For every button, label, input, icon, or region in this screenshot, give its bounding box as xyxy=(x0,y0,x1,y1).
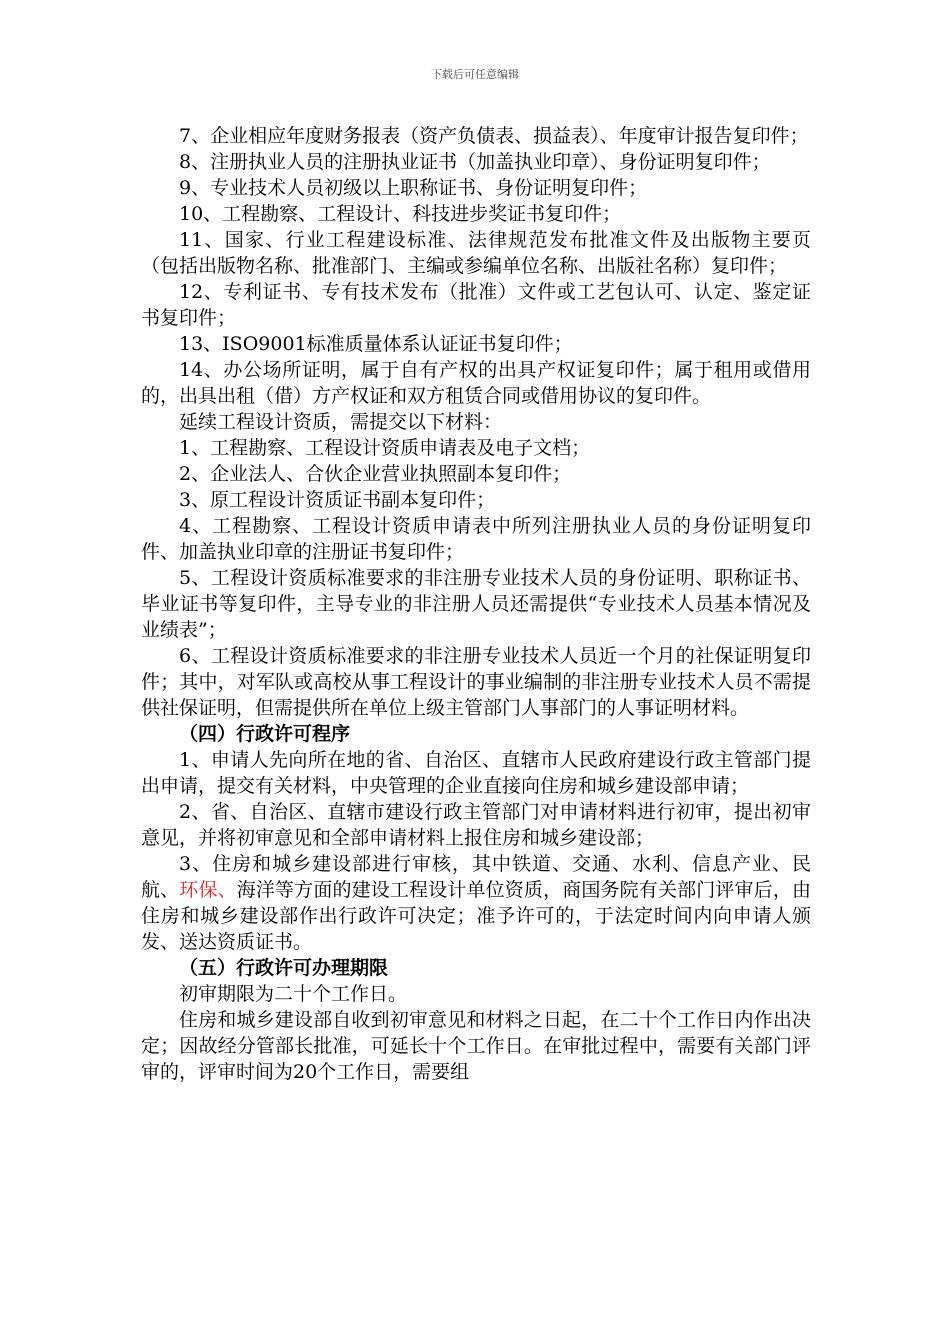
paragraph: 2、企业法人、合伙企业营业执照副本复印件； xyxy=(179,463,572,485)
paragraph: 10、工程勘察、工程设计、科技进步奖证书复印件； xyxy=(179,203,622,225)
paragraph: 7、企业相应年度财务报表（资产负债表、损益表）、年度审计报告复印件； xyxy=(179,125,809,147)
paragraph: 3、原工程设计资质证书副本复印件； xyxy=(179,489,496,511)
paragraph: 住房和城乡建设部自收到初审意见和材料之日起，在二十个工作日内作出决定；因故经分管部长批准，可延长十个工作日。在审批过程中，需要有关部门评审的，评审时间为20个工作日，需要组 xyxy=(141,1009,811,1083)
paragraph: 初审期限为二十个工作日。 xyxy=(179,983,408,1005)
paragraph: 1、申请人先向所在地的省、自治区、直辖市人民政府建设行政主管部门提出申请，提交有关材料，中央管理的企业直接向住房和城乡建设部申请； xyxy=(141,749,811,797)
highlighted-text: 环保、 xyxy=(179,879,237,901)
section-heading-5: （五）行政许可办理期限 xyxy=(179,957,389,979)
document-body xyxy=(141,123,811,1085)
paragraph: 14、办公场所证明，属于自有产权的出具产权证复印件；属于租用或借用的，出具出租（借）方产权证和双方租赁合同或借用协议的复印件。 xyxy=(141,359,811,407)
paragraph: 11、国家、行业工程建设标准、法律规范发布批准文件及出版物主要页（包括出版物名称、批准部门、主编或参编单位名称、出版社名称）复印件； xyxy=(141,229,811,277)
section-heading-4: （四）行政许可程序 xyxy=(179,723,351,745)
text-run: 海洋等方面的建设工程设计单位资质，商国务院有关部门评审后，由住房和城乡建设部作出行政许可决定；准予许可的，于法定时间内向申请人颁发、送达资质证书。 xyxy=(141,879,811,953)
paragraph: 6、工程设计资质标准要求的非注册专业技术人员近一个月的社保证明复印件；其中，对军队或高校从事工程设计的事业编制的非注册专业技术人员不需提供社保证明，但需提供所在单位上级主管部门人事部门的人事证明材料。 xyxy=(141,645,811,719)
paragraph: 2、省、自治区、直辖市建设行政主管部门对申请材料进行初审，提出初审意见，并将初审意见和全部申请材料上报住房和城乡建设部； xyxy=(141,801,811,849)
paragraph: 5、工程设计资质标准要求的非注册专业技术人员的身份证明、职称证书、毕业证书等复印件，主导专业的非注册人员还需提供“专业技术人员基本情况及业绩表”； xyxy=(141,567,811,641)
page-header: 下载后可任意编辑 xyxy=(431,68,519,81)
paragraph: 1、工程勘察、工程设计资质申请表及电子文档； xyxy=(179,437,591,459)
paragraph: 13、ISO9001标准质量体系认证证书复印件； xyxy=(179,333,573,355)
paragraph: 12、专利证书、专有技术发布（批准）文件或工艺包认可、认定、鉴定证书复印件； xyxy=(141,281,811,329)
paragraph: 9、专业技术人员初级以上职称证书、身份证明复印件； xyxy=(179,177,648,199)
paragraph: 延续工程设计资质，需提交以下材料： xyxy=(179,411,503,433)
text-run: 3、住房和城乡建设部进行审核，其中铁道、交通、水利、信息产业、民航、 xyxy=(141,853,811,901)
paragraph: 8、注册执业人员的注册执业证书（加盖执业印章）、身份证明复印件； xyxy=(179,151,771,173)
paragraph xyxy=(141,851,811,955)
paragraph: 4、工程勘察、工程设计资质申请表中所列注册执业人员的身份证明复印件、加盖执业印章的注册证书复印件； xyxy=(141,515,811,563)
